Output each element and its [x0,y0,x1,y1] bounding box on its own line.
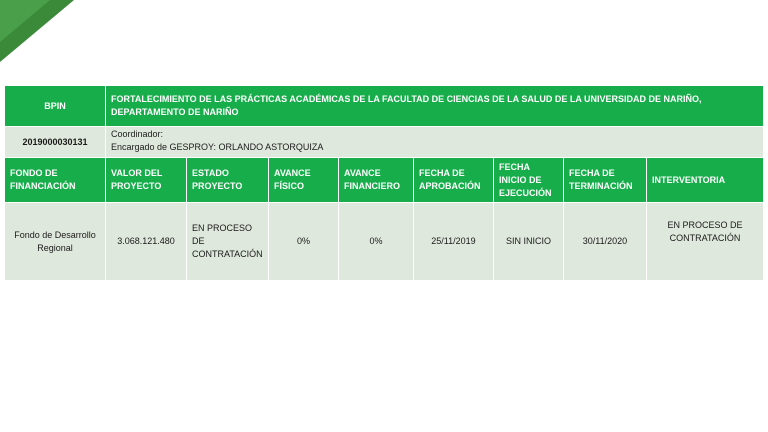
coordinator-value: Encargado de GESPROY: ORLANDO ASTORQUIZA [111,142,324,152]
header-interventoria: INTERVENTORIA [647,158,764,203]
header-fecha-aprobacion: FECHA DE APROBACIÓN [414,158,494,203]
value-interventoria: EN PROCESO DE CONTRATACIÓN [647,203,764,281]
project-title: FORTALECIMIENTO DE LAS PRÁCTICAS ACADÉMICAS DE LA FACULTAD DE CIENCIAS DE LA SALUD DE LA UNIVERSIDAD DE NARIÑO, DEPARTAMENTO DE NARIÑO [106,86,764,127]
value-avance-financiero: 0% [339,203,414,281]
header-avance-financiero: AVANCE FINANCIERO [339,158,414,203]
value-fecha-aprobacion: 25/11/2019 [414,203,494,281]
value-fecha-terminacion: 30/11/2020 [564,203,647,281]
data-row [5,203,764,281]
project-table [4,85,764,281]
header-fecha-terminacion: FECHA DE TERMINACIÓN [564,158,647,203]
coordinator-cell [106,127,764,158]
header-row [5,158,764,203]
value-estado: EN PROCESO DE CONTRATACIÓN [187,203,269,281]
header-avance-fisico: AVANCE FÍSICO [269,158,339,203]
coordinator-row [5,127,764,158]
coordinator-label: Coordinador: [111,129,164,139]
header-fondo: FONDO DE FINANCIACIÓN [5,158,106,203]
header-estado: ESTADO PROYECTO [187,158,269,203]
value-fecha-inicio: SIN INICIO [494,203,564,281]
value-avance-fisico: 0% [269,203,339,281]
bpin-label: BPIN [5,86,106,127]
header-valor: VALOR DEL PROYECTO [106,158,187,203]
bpin-value: 2019000030131 [5,127,106,158]
title-row [5,86,764,127]
value-fondo: Fondo de Desarrollo Regional [5,203,106,281]
header-fecha-inicio: FECHA INICIO DE EJECUCIÓN [494,158,564,203]
value-valor: 3.068.121.480 [106,203,187,281]
corner-decoration [0,0,74,62]
